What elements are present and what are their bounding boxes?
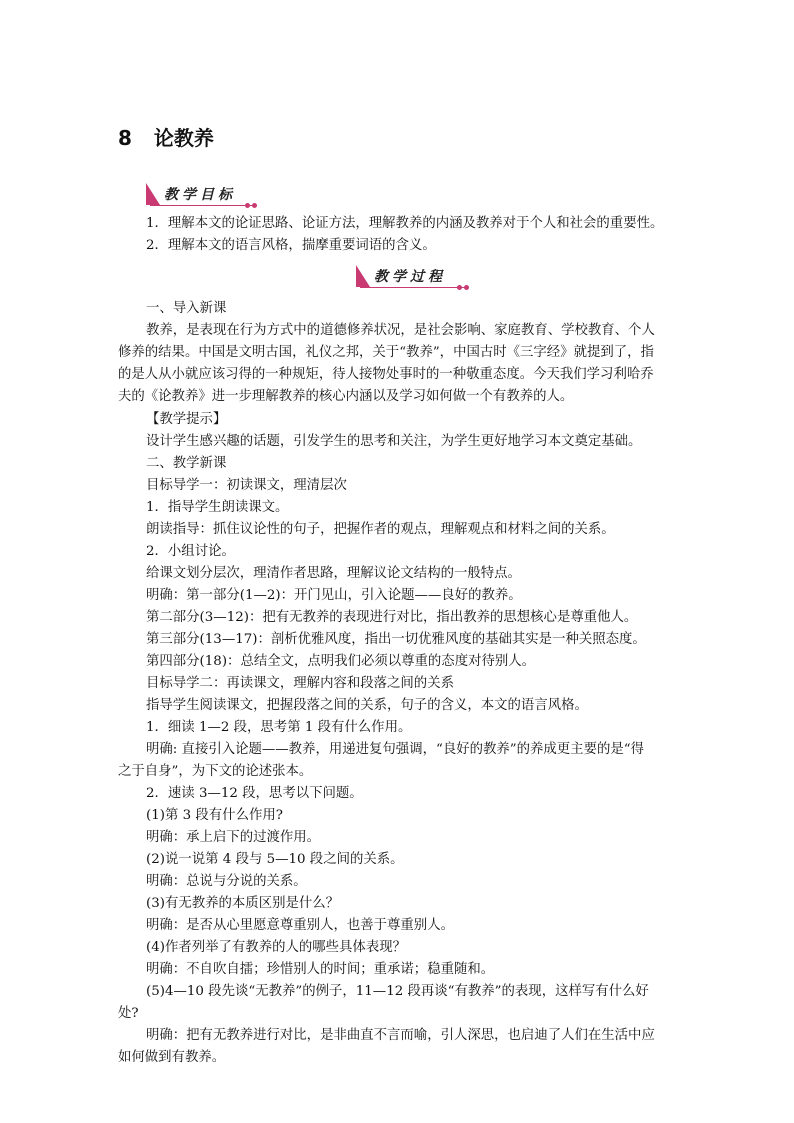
answer-line: 明确: 直接引入论题——教养，用递进复句强调，“良好的教养”的养成更主要的是“得 — [146, 742, 644, 757]
paragraph-line: 2．小组讨论。 — [146, 544, 235, 559]
goal-heading: 目标导学一：初读课文，理清层次 — [146, 478, 347, 493]
answer-line: 第四部分(18)：总结全文，点明我们必须以尊重的态度对待别人。 — [146, 654, 536, 669]
heading-intro: 一、导入新课 — [146, 301, 227, 316]
paragraph-line: 设计学生感兴趣的话题，引发学生的思考和关注，为学生更好地学习本文奠定基础。 — [146, 434, 642, 449]
paragraph-line: 教养，是表现在行为方式中的道德修养状况，是社会影响、家庭教育、学校教育、个人 — [146, 323, 655, 338]
paragraph-line: 夫的《论教养》进一步理解教养的核心内涵以及学习如何做一个有教养的人。 — [118, 389, 574, 404]
answer-line: 之于自身”，为下文的论述张本。 — [118, 764, 313, 779]
question-line: 1．细读 1—2 段，思考第 1 段有什么作用。 — [146, 720, 412, 735]
answer-line: 如何做到有教养。 — [118, 1050, 226, 1065]
paragraph-line: 指导学生阅读课文，把握段落之间的关系，句子的含义，本文的语言风格。 — [146, 698, 588, 713]
section-label-process: 教学过程 — [374, 269, 446, 285]
paragraph-line: 朗读指导：抓住议论性的句子，把握作者的观点，理解观点和材料之间的关系。 — [146, 522, 615, 537]
section-underline — [150, 205, 254, 206]
answer-line: 第三部分(13—17)：剖析优雅风度，指出一切优雅风度的基础其实是一种关照态度。 — [146, 632, 646, 647]
question-line: 处? — [118, 1006, 139, 1021]
question-line: 2．速读 3—12 段，思考以下问题。 — [146, 786, 363, 801]
section-dot-icon — [464, 285, 469, 290]
question-line: (1)第 3 段有什么作用? — [146, 808, 283, 823]
section-dot-icon — [252, 203, 257, 208]
paragraph-line: 修养的结果。中国是文明古国，礼仪之邦，关于“教养”，中国古时《三字经》就提到了，指 — [118, 345, 654, 360]
lesson-number: 8 — [118, 126, 132, 150]
question-line: (3)有无教养的本质区别是什么？ — [146, 896, 340, 911]
objective-line: 2．理解本文的语言风格，揣摩重要词语的含义。 — [146, 238, 436, 253]
section-underline — [360, 287, 466, 288]
answer-line: 明确：总说与分说的关系。 — [146, 874, 307, 889]
answer-line: 明确：把有无教养进行对比，是非曲直不言而喻，引人深思，也启迪了人们在生活中应 — [146, 1028, 655, 1043]
answer-line: 明确：是否从心里愿意尊重别人，也善于尊重别人。 — [146, 918, 454, 933]
section-dot-icon — [245, 203, 250, 208]
section-header-objectives — [146, 183, 258, 207]
question-line: (5)4—10 段先谈“无教养”的例子，11—12 段再谈“有教养”的表现，这样写有什么好 — [146, 984, 649, 999]
question-line: (2)说一说第 4 段与 5—10 段之间的关系。 — [146, 852, 404, 867]
goal-heading: 目标导学二：再读课文，理解内容和段落之间的关系 — [146, 676, 454, 691]
objective-line: 1．理解本文的论证思路、论证方法，理解教养的内涵及教养对于个人和社会的重要性。 — [146, 216, 664, 231]
section-label-objectives: 教学目标 — [164, 187, 236, 203]
answer-line: 明确：第一部分(1—2)：开门见山，引入论题——良好的教养。 — [146, 588, 522, 603]
paragraph-line: 的是人从小就应该习得的一种规矩，待人接物处事时的一种敬重态度。今天我们学习利哈乔 — [118, 367, 654, 382]
lesson-title — [118, 122, 214, 151]
answer-line: 明确：承上启下的过渡作用。 — [146, 830, 321, 845]
paragraph-line: 1．指导学生朗读课文。 — [146, 500, 289, 515]
question-line: (4)作者列举了有教养的人的哪些具体表现？ — [146, 940, 406, 955]
section-dot-icon — [457, 285, 462, 290]
answer-line: 第二部分(3—12)：把有无教养的表现进行对比，指出教养的思想核心是尊重他人。 — [146, 610, 638, 625]
section-header-process — [356, 265, 470, 289]
heading-new-lesson: 二、教学新课 — [146, 456, 227, 471]
lesson-title-text: 论教养 — [153, 126, 214, 150]
section-marker-icon — [146, 183, 160, 205]
answer-line: 明确：不自吹自擂；珍惜别人的时间；重承诺；稳重随和。 — [146, 962, 495, 977]
teaching-tip-label: 【教学提示】 — [146, 412, 227, 427]
paragraph-line: 给课文划分层次，理清作者思路，理解议论文结构的一般特点。 — [146, 566, 521, 581]
section-marker-icon — [356, 265, 370, 287]
